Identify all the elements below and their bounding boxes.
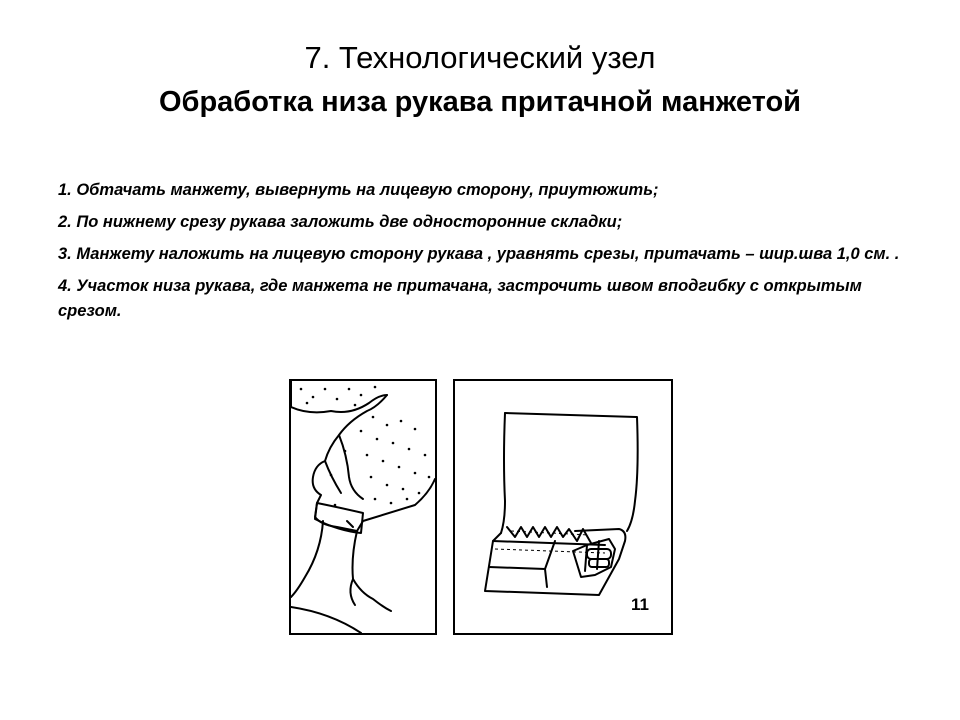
step-3: 3. Манжету наложить на лицевую сторону рукава , уравнять срезы, притачать – шир.шва 1,0 см. . xyxy=(58,245,900,263)
steps-list xyxy=(58,178,908,331)
step-2: 2. По нижнему срезу рукава заложить две односторонние складки; xyxy=(58,213,623,231)
sleeve-illustration-panel xyxy=(289,379,437,635)
step-1: 1. Обтачать манжету, вывернуть на лицевую сторону, приутюжить; xyxy=(58,181,659,199)
sleeve-with-cuff-illustration xyxy=(291,381,435,633)
figure-number: 11 xyxy=(631,595,649,614)
cuff-attaching-illustration-panel xyxy=(453,379,673,635)
slide-subtitle: Обработка низа рукава притачной манжетой xyxy=(158,86,802,118)
slide-title: 7. Технологический узел xyxy=(304,40,656,75)
step-4: 4. Участок низа рукава, где манжета не притачана, застрочить швом вподгибку с открытым срезом. xyxy=(58,277,862,320)
